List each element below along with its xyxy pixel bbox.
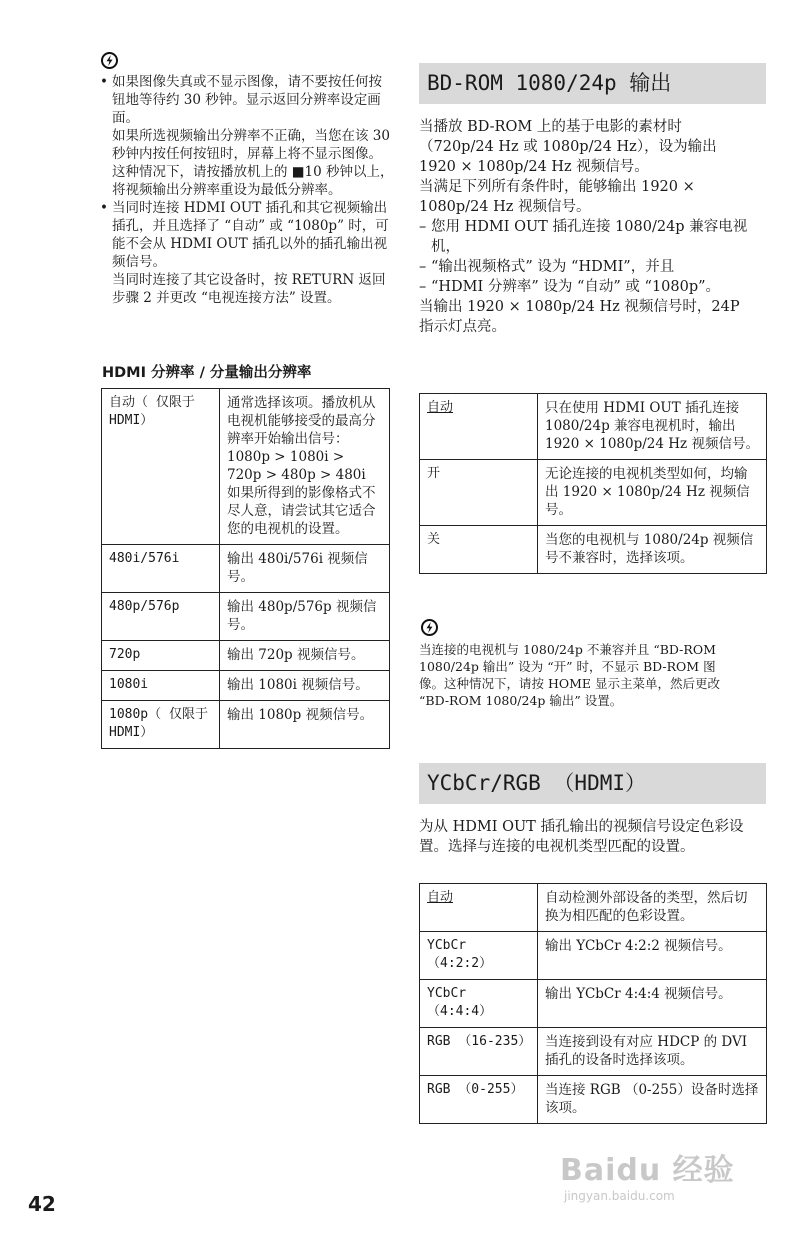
option-key: 关: [420, 526, 538, 574]
option-key: 480p/576p: [102, 593, 220, 641]
option-description: 输出 480i/576i 视频信号。: [220, 545, 390, 593]
bdrom-intro: [419, 117, 749, 337]
option-description: 输出 1080p 视频信号。: [220, 701, 390, 749]
table-row: [102, 593, 390, 641]
ycbcr-intro: 为从 HDMI OUT 插孔输出的视频信号设定色彩设置。选择与连接的电视机类型匹配的设置。: [419, 819, 744, 855]
option-key-label: 自动: [427, 890, 454, 905]
option-key: 开: [420, 460, 538, 526]
bdrom-table: [419, 393, 767, 574]
tip-paragraph: 如果所选视频输出分辨率不正确，当您在该 30 秒钟内按任何按钮时，屏幕上将不显示图像。这种情况下，请按播放机上的 ■10 秒钟以上，将视频输出分辨率重设为最低分辨率。: [112, 128, 394, 198]
table-row: [420, 1028, 767, 1076]
option-key: YCbCr （4:2:2）: [420, 932, 538, 980]
tip-paragraph: • 如果图像失真或不显示图像，请不要按任何按钮地等待约 30 秒钟。显示返回分辨率设定画面。: [112, 74, 382, 126]
tip-icon: [101, 52, 118, 69]
option-description: 输出 1080i 视频信号。: [220, 671, 390, 701]
option-key: 480i/576i: [102, 545, 220, 593]
bdrom-note: 当连接的电视机与 1080/24p 不兼容并且 “BD-ROM 1080/24p 输出” 设为 “开” 时，不显示 BD-ROM 图像。这种情况下，请按 HOME 显示主菜单，然后更改 “BD-ROM 1080/24p 输出” 设置。: [419, 642, 721, 708]
condition-item: – 您用 HDMI OUT 插孔连接 1080/24p 兼容电视机，: [419, 217, 749, 257]
option-description: 输出 480p/576p 视频信号。: [220, 593, 390, 641]
option-description: 通常选择该项。播放机从电视机能够接受的最高分辨率开始输出信号：1080p > 1080i > 720p > 480p > 480i 如果所得到的影像格式不尽人意，请尝试其它适合您的电视机的设置。: [220, 389, 390, 545]
option-key: RGB （0-255）: [420, 1076, 538, 1124]
intro-paragraph: 当播放 BD-ROM 上的基于电影的素材时（720p/24 Hz 或 1080p/24 Hz），设为输出 1920 × 1080p/24 Hz 视频信号。: [419, 119, 717, 175]
condition-item: – “输出视频格式” 设为 “HDMI”，并且: [419, 257, 749, 277]
outro-paragraph: 当输出 1920 × 1080p/24 Hz 视频信号时，24P 指示灯点亮。: [419, 299, 740, 335]
option-key: [420, 394, 538, 460]
option-description: 输出 YCbCr 4:4:4 视频信号。: [538, 980, 767, 1028]
watermark-logo-text: Baidu 经验: [560, 1153, 735, 1188]
table-row: [420, 884, 767, 932]
tip-item: [98, 199, 394, 307]
table-row: [102, 671, 390, 701]
option-key: 1080i: [102, 671, 220, 701]
option-key: YCbCr （4:4:4）: [420, 980, 538, 1028]
option-key: RGB （16-235）: [420, 1028, 538, 1076]
option-description: 输出 YCbCr 4:2:2 视频信号。: [538, 932, 767, 980]
option-description: 无论连接的电视机类型如何，均输出 1920 × 1080p/24 Hz 视频信号。: [538, 460, 767, 526]
tip-paragraph: • 当同时连接 HDMI OUT 插孔和其它视频输出插孔，并且选择了 “自动” 或 “1080p” 时，可能不会从 HDMI OUT 插孔以外的插孔输出视频信号。: [112, 200, 389, 270]
tips-list: [98, 73, 394, 307]
table-row: [420, 980, 767, 1028]
watermark-url: jingyan.baidu.com: [564, 1189, 675, 1203]
resolution-table: [101, 388, 390, 749]
page-number: 42: [28, 1192, 56, 1216]
section-title-ycbcr: YCbCr/RGB （HDMI）: [419, 763, 766, 804]
option-key-label: 自动: [427, 400, 454, 415]
option-key: 720p: [102, 641, 220, 671]
table-row: [102, 641, 390, 671]
option-description: 当连接 RGB （0-255）设备时选择该项。: [538, 1076, 767, 1124]
option-key: [420, 884, 538, 932]
option-description: 当您的电视机与 1080/24p 视频信号不兼容时，选择该项。: [538, 526, 767, 574]
option-description: 自动检测外部设备的类型，然后切换为相匹配的色彩设置。: [538, 884, 767, 932]
table-row: [102, 389, 390, 545]
table-row: [420, 394, 767, 460]
table-row: [102, 701, 390, 749]
option-description: 当连接到设有对应 HDCP 的 DVI 插孔的设备时选择该项。: [538, 1028, 767, 1076]
table-row: [420, 526, 767, 574]
tip-item: [98, 73, 394, 199]
tip-paragraph: 当同时连接了其它设备时，按 RETURN 返回步骤 2 并更改 “电视连接方法” 设置。: [112, 272, 386, 306]
table-row: [420, 1076, 767, 1124]
hdmi-resolution-heading: HDMI 分辨率 / 分量输出分辨率: [102, 365, 312, 381]
ycbcr-table: [419, 883, 767, 1124]
section-title-bdrom: BD-ROM 1080/24p 输出: [419, 63, 766, 104]
table-row: [420, 932, 767, 980]
tip-icon: [421, 619, 438, 636]
option-description: 输出 720p 视频信号。: [220, 641, 390, 671]
option-description: 只在使用 HDMI OUT 插孔连接 1080/24p 兼容电视机时，输出 1920 × 1080p/24 Hz 视频信号。: [538, 394, 767, 460]
intro-paragraph: 当满足下列所有条件时，能够输出 1920 × 1080p/24 Hz 视频信号。: [419, 179, 695, 215]
condition-item: – “HDMI 分辨率” 设为 “自动” 或 “1080p”。: [419, 277, 749, 297]
option-key: 1080p（ 仅限于 HDMI）: [102, 701, 220, 749]
baidu-watermark: [560, 1145, 735, 1203]
option-key: 自动（ 仅限于 HDMI）: [102, 389, 220, 545]
table-row: [420, 460, 767, 526]
table-row: [102, 545, 390, 593]
